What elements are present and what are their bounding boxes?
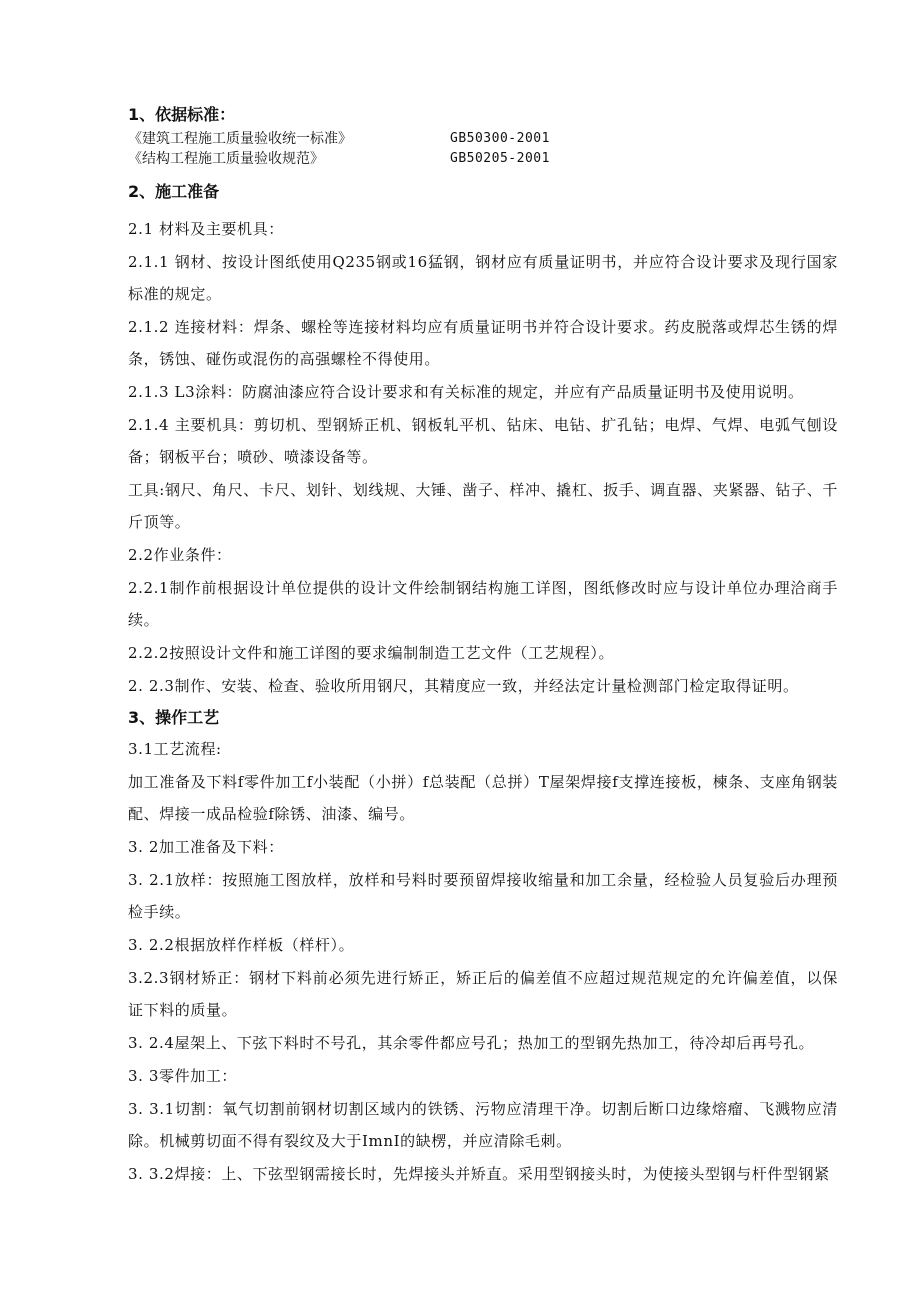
- standard-row: [128, 129, 838, 149]
- paragraph: 3. 3.2焊接：上、下弦型钢需接长时，先焊接头并矫直。采用型钢接头时，为使接头型钢与杆件型钢紧: [128, 1165, 830, 1183]
- paragraph: 3. 2.2根据放样作样板（样杆）。: [128, 936, 355, 954]
- paragraph: 2.2作业条件：: [128, 546, 232, 564]
- paragraph: 3.1工艺流程:: [128, 740, 222, 758]
- paragraph: 2.1.1 钢材、按设计图纸使用Q235钢或16猛钢，钢材应有质量证明书，并应符合设计要求及现行国家标准的规定。: [128, 253, 838, 303]
- paragraph: 2.1.2 连接材料：焊条、螺栓等连接材料均应有质量证明书并符合设计要求。药皮脱落或焊芯生锈的焊条，锈蚀、碰伤或混伤的高强螺栓不得使用。: [128, 318, 838, 368]
- section-1-heading: 1、依据标准：: [128, 105, 236, 124]
- paragraph: 2.1 材料及主要机具：: [128, 220, 284, 238]
- paragraph: 3.2.3钢材矫正：钢材下料前必须先进行矫正，矫正后的偏差值不应超过规范规定的允许偏差值，以保证下料的质量。: [128, 969, 838, 1019]
- paragraph: 2. 2.3制作、安装、检查、验收所用钢尺，其精度应一致，并经法定计量检测部门检定取得证明。: [128, 677, 799, 695]
- paragraph: 3. 3.1切割：氧气切割前钢材切割区域内的铁锈、污物应清理干净。切割后断口边缘熔瘤、飞溅物应清除。机械剪切面不得有裂纹及大于ImnI的缺楞，并应清除毛刺。: [128, 1100, 838, 1150]
- paragraph: 工具:钢尺、角尺、卡尺、划针、划线规、大锤、凿子、样冲、撬杠、扳手、调直器、夹紧器、钻子、千斤顶等。: [128, 481, 838, 531]
- paragraph: 加工准备及下料f零件加工f小装配（小拼）f总装配（总拼）T屋架焊接f支撑连接板，楝条、支座角钢装配、焊接一成品检验f除锈、油漆、编号。: [128, 773, 838, 823]
- standard-name: 《结构工程施工质量验收规范》: [128, 151, 324, 167]
- standard-code: GB50300-2001: [450, 131, 550, 146]
- standard-row: [128, 149, 838, 169]
- paragraph: 3. 3零件加工：: [128, 1067, 238, 1085]
- paragraph: 2.2.1制作前根据设计单位提供的设计文件绘制钢结构施工详图，图纸修改时应与设计单位办理洽商手续。: [128, 579, 838, 629]
- paragraph: 2.1.4 主要机具：剪切机、型钢矫正机、钢板轧平机、钻床、电钻、扩孔钻；电焊、气焊、电弧气刨设备；钢板平台；喷砂、喷漆设备等。: [128, 416, 838, 466]
- paragraph: 3. 2.4屋架上、下弦下料时不号孔，其余零件都应号孔；热加工的型钢先热加工，待冷却后再号孔。: [128, 1034, 815, 1052]
- standard-name: 《建筑工程施工质量验收统一标准》: [128, 131, 352, 147]
- paragraph: 3. 2加工准备及下料：: [128, 838, 284, 856]
- paragraph: 3. 2.1放样：按照施工图放样，放样和号料时要预留焊接收缩量和加工余量，经检验人员复验后办理预检手续。: [128, 871, 838, 921]
- section-3-heading: 3、操作工艺: [128, 708, 220, 727]
- standard-code: GB50205-2001: [450, 151, 550, 166]
- section-2-heading: 2、施工准备: [128, 182, 220, 201]
- paragraph: 2.1.3 L3涂料：防腐油漆应符合设计要求和有关标准的规定，并应有产品质量证明书及使用说明。: [128, 383, 804, 401]
- document-body: [128, 104, 838, 1190]
- paragraph: 2.2.2按照设计文件和施工详图的要求编制制造工艺文件（工艺规程）。: [128, 644, 615, 662]
